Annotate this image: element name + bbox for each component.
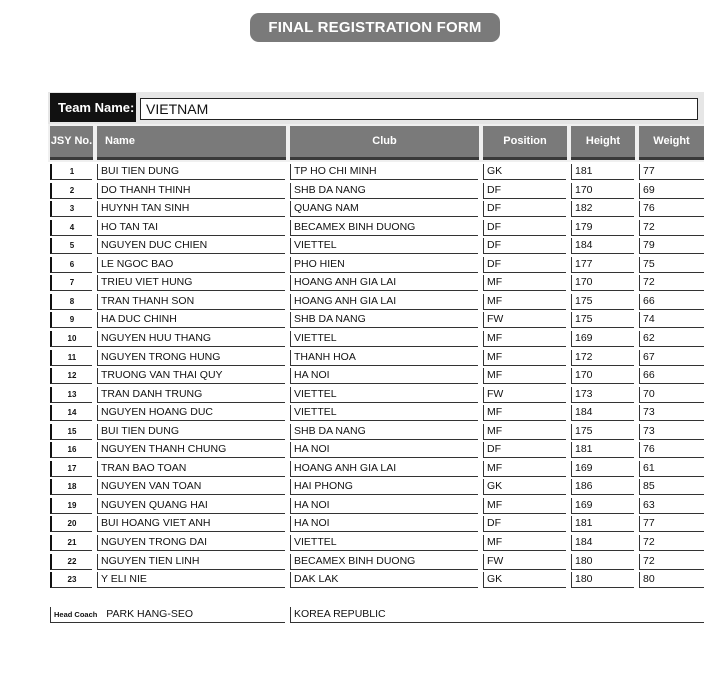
table-row xyxy=(0,182,720,200)
position-cell[interactable]: MF xyxy=(483,350,566,366)
player-name-cell[interactable]: NGUYEN TRONG HUNG xyxy=(97,350,285,366)
head-coach-label: Head Coach xyxy=(54,610,98,619)
table-row xyxy=(0,386,720,404)
weight-cell[interactable]: 69 xyxy=(639,183,704,199)
player-name-cell[interactable]: NGUYEN HOANG DUC xyxy=(97,405,285,421)
height-cell[interactable]: 180 xyxy=(571,572,634,588)
jsy-number-cell[interactable]: 10 xyxy=(50,331,92,347)
table-row xyxy=(0,534,720,552)
player-name-cell[interactable]: NGUYEN QUANG HAI xyxy=(97,498,285,514)
table-row xyxy=(0,200,720,218)
position-cell[interactable]: DF xyxy=(483,516,566,532)
player-name-cell[interactable]: BUI HOANG VIET ANH xyxy=(97,516,285,532)
club-cell[interactable]: VIETTEL xyxy=(290,387,478,403)
player-name-cell[interactable]: HA DUC CHINH xyxy=(97,312,285,328)
weight-cell[interactable]: 76 xyxy=(639,442,704,458)
player-name-cell[interactable]: TRAN THANH SON xyxy=(97,294,285,310)
player-name-cell[interactable]: TRUONG VAN THAI QUY xyxy=(97,368,285,384)
table-row xyxy=(0,293,720,311)
jsy-number-cell[interactable]: 20 xyxy=(50,516,92,532)
table-row xyxy=(0,404,720,422)
club-cell[interactable]: HOANG ANH GIA LAI xyxy=(290,461,478,477)
weight-cell[interactable]: 79 xyxy=(639,238,704,254)
club-cell[interactable]: VIETTEL xyxy=(290,331,478,347)
club-cell[interactable]: HA NOI xyxy=(290,442,478,458)
height-cell[interactable]: 172 xyxy=(571,350,634,366)
jsy-number-cell[interactable]: 3 xyxy=(50,201,92,217)
jsy-number-cell[interactable]: 21 xyxy=(50,535,92,551)
height-cell[interactable]: 169 xyxy=(571,461,634,477)
player-name-cell[interactable]: BUI TIEN DUNG xyxy=(97,424,285,440)
weight-cell[interactable]: 66 xyxy=(639,294,704,310)
weight-cell[interactable]: 62 xyxy=(639,331,704,347)
weight-cell[interactable]: 75 xyxy=(639,257,704,273)
weight-cell[interactable]: 73 xyxy=(639,424,704,440)
jsy-number-cell[interactable]: 11 xyxy=(50,350,92,366)
position-cell[interactable]: DF xyxy=(483,183,566,199)
table-row xyxy=(0,497,720,515)
height-cell[interactable]: 169 xyxy=(571,331,634,347)
weight-cell[interactable]: 80 xyxy=(639,572,704,588)
height-cell[interactable]: 184 xyxy=(571,238,634,254)
club-cell[interactable]: VIETTEL xyxy=(290,405,478,421)
jsy-number-cell[interactable]: 1 xyxy=(50,164,92,180)
player-name-cell[interactable]: NGUYEN TRONG DAI xyxy=(97,535,285,551)
height-cell[interactable]: 180 xyxy=(571,554,634,570)
position-cell[interactable]: MF xyxy=(483,331,566,347)
club-cell[interactable]: SHB DA NANG xyxy=(290,424,478,440)
jsy-number-cell[interactable]: 13 xyxy=(50,387,92,403)
jsy-number-cell[interactable]: 15 xyxy=(50,424,92,440)
header-position: Position xyxy=(483,126,567,160)
player-name-cell[interactable]: TRAN BAO TOAN xyxy=(97,461,285,477)
club-cell[interactable]: SHB DA NANG xyxy=(290,183,478,199)
header-weight: Weight xyxy=(639,126,704,160)
position-cell[interactable]: DF xyxy=(483,220,566,236)
table-row xyxy=(0,330,720,348)
position-cell[interactable]: FW xyxy=(483,387,566,403)
position-cell[interactable]: GK xyxy=(483,164,566,180)
club-cell[interactable]: HAI PHONG xyxy=(290,479,478,495)
height-cell[interactable]: 181 xyxy=(571,164,634,180)
jsy-number-cell[interactable]: 2 xyxy=(50,183,92,199)
position-cell[interactable]: GK xyxy=(483,572,566,588)
weight-cell[interactable]: 61 xyxy=(639,461,704,477)
height-cell[interactable]: 170 xyxy=(571,183,634,199)
height-cell[interactable]: 184 xyxy=(571,405,634,421)
table-row xyxy=(0,571,720,589)
player-name-cell[interactable]: Y ELI NIE xyxy=(97,572,285,588)
weight-cell[interactable]: 77 xyxy=(639,516,704,532)
weight-cell[interactable]: 76 xyxy=(639,201,704,217)
weight-cell[interactable]: 72 xyxy=(639,535,704,551)
height-cell[interactable]: 175 xyxy=(571,294,634,310)
table-row xyxy=(0,219,720,237)
head-coach-name: PARK HANG-SEO xyxy=(106,608,194,620)
position-cell[interactable]: FW xyxy=(483,554,566,570)
club-cell[interactable]: PHO HIEN xyxy=(290,257,478,273)
club-cell[interactable]: DAK LAK xyxy=(290,572,478,588)
player-name-cell[interactable]: DO THANH THINH xyxy=(97,183,285,199)
table-row xyxy=(0,460,720,478)
height-cell[interactable]: 175 xyxy=(571,312,634,328)
player-name-cell[interactable]: TRAN DANH TRUNG xyxy=(97,387,285,403)
club-cell[interactable]: HA NOI xyxy=(290,516,478,532)
table-row xyxy=(0,441,720,459)
table-row xyxy=(0,311,720,329)
player-name-cell[interactable]: LE NGOC BAO xyxy=(97,257,285,273)
position-cell[interactable]: MF xyxy=(483,535,566,551)
weight-cell[interactable]: 66 xyxy=(639,368,704,384)
height-cell[interactable]: 186 xyxy=(571,479,634,495)
jsy-number-cell[interactable]: 7 xyxy=(50,275,92,291)
position-cell[interactable]: MF xyxy=(483,461,566,477)
position-cell[interactable]: DF xyxy=(483,238,566,254)
player-name-cell[interactable]: HUYNH TAN SINH xyxy=(97,201,285,217)
height-cell[interactable]: 177 xyxy=(571,257,634,273)
table-row xyxy=(0,274,720,292)
height-cell[interactable]: 169 xyxy=(571,498,634,514)
jsy-number-cell[interactable]: 16 xyxy=(50,442,92,458)
jsy-number-cell[interactable]: 6 xyxy=(50,257,92,273)
player-name-cell[interactable]: HO TAN TAI xyxy=(97,220,285,236)
weight-cell[interactable]: 63 xyxy=(639,498,704,514)
club-cell[interactable]: HA NOI xyxy=(290,498,478,514)
weight-cell[interactable]: 67 xyxy=(639,350,704,366)
team-name-label: Team Name: xyxy=(50,93,136,122)
player-name-cell[interactable]: NGUYEN VAN TOAN xyxy=(97,479,285,495)
jsy-number-cell[interactable]: 12 xyxy=(50,368,92,384)
table-row xyxy=(0,349,720,367)
weight-cell[interactable]: 72 xyxy=(639,554,704,570)
height-cell[interactable]: 182 xyxy=(571,201,634,217)
height-cell[interactable]: 175 xyxy=(571,424,634,440)
position-cell[interactable]: MF xyxy=(483,498,566,514)
header-name: Name xyxy=(97,126,286,160)
jsy-number-cell[interactable]: 17 xyxy=(50,461,92,477)
table-row xyxy=(0,553,720,571)
jsy-number-cell[interactable]: 5 xyxy=(50,238,92,254)
weight-cell[interactable]: 72 xyxy=(639,275,704,291)
weight-cell[interactable]: 70 xyxy=(639,387,704,403)
weight-cell[interactable]: 74 xyxy=(639,312,704,328)
header-club: Club xyxy=(290,126,479,160)
club-cell[interactable]: TP HO CHI MINH xyxy=(290,164,478,180)
height-cell[interactable]: 181 xyxy=(571,516,634,532)
position-cell[interactable]: MF xyxy=(483,275,566,291)
form-title: FINAL REGISTRATION FORM xyxy=(250,13,500,42)
table-row xyxy=(0,163,720,181)
jsy-number-cell[interactable]: 22 xyxy=(50,554,92,570)
height-cell[interactable]: 170 xyxy=(571,275,634,291)
position-cell[interactable]: FW xyxy=(483,312,566,328)
club-cell[interactable]: HOANG ANH GIA LAI xyxy=(290,294,478,310)
jsy-number-cell[interactable]: 8 xyxy=(50,294,92,310)
table-row xyxy=(0,515,720,533)
jsy-number-cell[interactable]: 19 xyxy=(50,498,92,514)
height-cell[interactable]: 184 xyxy=(571,535,634,551)
position-cell[interactable]: DF xyxy=(483,442,566,458)
position-cell[interactable]: DF xyxy=(483,257,566,273)
height-cell[interactable]: 179 xyxy=(571,220,634,236)
club-cell[interactable]: HA NOI xyxy=(290,368,478,384)
height-cell[interactable]: 181 xyxy=(571,442,634,458)
club-cell[interactable]: QUANG NAM xyxy=(290,201,478,217)
jsy-number-cell[interactable]: 18 xyxy=(50,479,92,495)
jsy-number-cell[interactable]: 23 xyxy=(50,572,92,588)
head-coach-field[interactable] xyxy=(50,607,285,623)
table-row xyxy=(0,367,720,385)
head-coach-nationality-field[interactable]: KOREA REPUBLIC xyxy=(290,607,704,623)
position-cell[interactable]: MF xyxy=(483,368,566,384)
height-cell[interactable]: 173 xyxy=(571,387,634,403)
height-cell[interactable]: 170 xyxy=(571,368,634,384)
jsy-number-cell[interactable]: 9 xyxy=(50,312,92,328)
jsy-number-cell[interactable]: 14 xyxy=(50,405,92,421)
club-cell[interactable]: BECAMEX BINH DUONG xyxy=(290,554,478,570)
table-row xyxy=(0,256,720,274)
position-cell[interactable]: DF xyxy=(483,201,566,217)
header-height: Height xyxy=(571,126,635,160)
club-cell[interactable]: SHB DA NANG xyxy=(290,312,478,328)
weight-cell[interactable]: 77 xyxy=(639,164,704,180)
table-row xyxy=(0,237,720,255)
position-cell[interactable]: MF xyxy=(483,405,566,421)
club-cell[interactable]: HOANG ANH GIA LAI xyxy=(290,275,478,291)
club-cell[interactable]: VIETTEL xyxy=(290,535,478,551)
player-name-cell[interactable]: NGUYEN HUU THANG xyxy=(97,331,285,347)
weight-cell[interactable]: 85 xyxy=(639,479,704,495)
jsy-number-cell[interactable]: 4 xyxy=(50,220,92,236)
position-cell[interactable]: MF xyxy=(483,294,566,310)
club-cell[interactable]: THANH HOA xyxy=(290,350,478,366)
player-name-cell[interactable]: NGUYEN TIEN LINH xyxy=(97,554,285,570)
position-cell[interactable]: MF xyxy=(483,424,566,440)
weight-cell[interactable]: 72 xyxy=(639,220,704,236)
player-name-cell[interactable]: NGUYEN DUC CHIEN xyxy=(97,238,285,254)
table-row xyxy=(0,423,720,441)
table-row xyxy=(0,478,720,496)
weight-cell[interactable]: 73 xyxy=(639,405,704,421)
club-cell[interactable]: VIETTEL xyxy=(290,238,478,254)
player-name-cell[interactable]: BUI TIEN DUNG xyxy=(97,164,285,180)
header-jsy-no: JSY No. xyxy=(50,126,93,160)
player-name-cell[interactable]: TRIEU VIET HUNG xyxy=(97,275,285,291)
player-name-cell[interactable]: NGUYEN THANH CHUNG xyxy=(97,442,285,458)
position-cell[interactable]: GK xyxy=(483,479,566,495)
team-name-field[interactable]: VIETNAM xyxy=(140,98,698,120)
club-cell[interactable]: BECAMEX BINH DUONG xyxy=(290,220,478,236)
